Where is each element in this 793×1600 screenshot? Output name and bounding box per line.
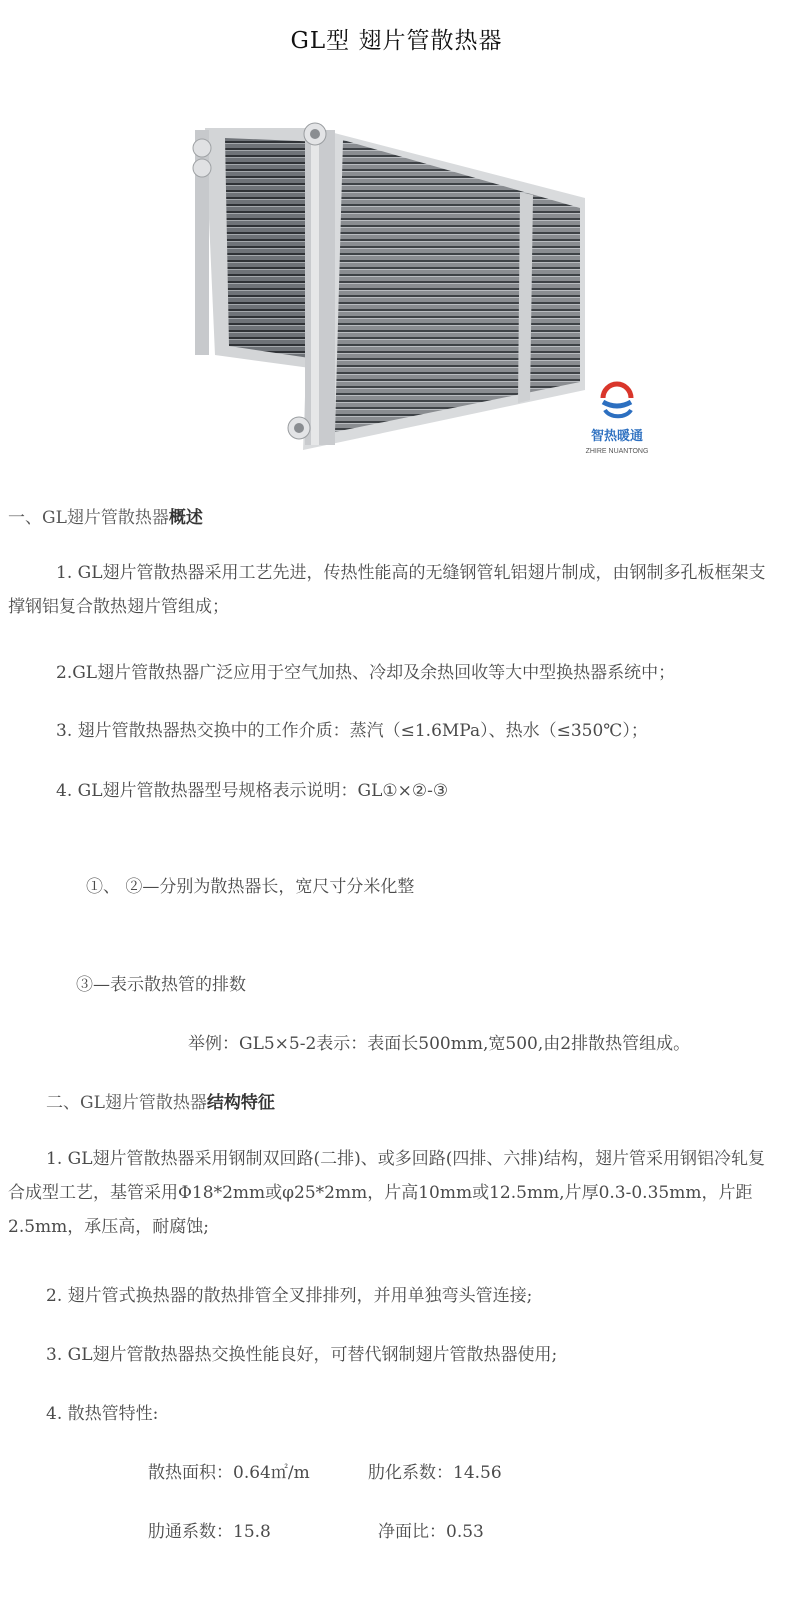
section-1-para-3: 3. 翅片管散热器热交换中的工作介质：蒸汽（≤1.6MPa）、热水（≤350℃）； [56,721,648,741]
product-photo [185,120,665,470]
section-2-para-3: 3. GL翅片管散热器热交换性能良好，可替代钢制翅片管散热器使用; [46,1345,558,1365]
page-title: GL型 翅片管散热器 [290,28,503,54]
section-2-heading [46,1093,275,1113]
section-1-heading [8,508,203,528]
section-1-para-1: 1. GL翅片管散热器采用工艺先进，传热性能高的无缝钢管轧铝翅片制成，由钢制多孔板框架支撑钢铝复合散热翅片管组成； [8,563,766,617]
brand-logo [586,384,649,455]
section-1-heading-prefix: 一、GL翅片管散热器 [8,508,169,528]
section-1-note-1: ①、 ②—分别为散热器长，宽尺寸分米化整 [86,877,415,897]
section-2-para-4: 4. 散热管特性: [46,1404,159,1424]
spec-fin-ratio: 肋化系数：14.56 [368,1463,502,1483]
spec-net-area-ratio: 净面比：0.53 [378,1522,484,1542]
section-2-para-2: 2. 翅片管式换热器的散热排管全叉排排列，并用单独弯头管连接; [46,1286,533,1306]
section-1-note-2: ③—表示散热管的排数 [76,975,246,995]
logo-text-cn: 智热暖通 [590,428,644,443]
logo-text-en: ZHIRE NUANTONG [585,448,649,455]
spec-fin-pass-ratio: 肋通系数：15.8 [148,1522,271,1542]
section-2-para-1: 1. GL翅片管散热器采用钢制双回路(二排)、或多回路(四排、六排)结构，翅片管采用钢铝冷轧复合成型工艺，基管采用Φ18*2mm或φ25*2mm，片高10mm或12.5mm,片厚0.3-0.35mm，片距2.5mm，承压高，耐腐蚀; [8,1149,766,1237]
section-2-heading-bold: 结构特征 [206,1093,275,1113]
section-1-para-2: 2.GL翅片管散热器广泛应用于空气加热、冷却及余热回收等大中型换热器系统中； [56,663,676,683]
section-1-heading-bold: 概述 [168,508,203,528]
spec-heat-area: 散热面积：0.64㎡/m [148,1463,310,1483]
section-1-example: 举例：GL5×5-2表示：表面长500mm,宽500,由2排散热管组成。 [188,1034,691,1054]
section-2-heading-prefix: 二、GL翅片管散热器 [46,1093,207,1113]
section-1-para-4: 4. GL翅片管散热器型号规格表示说明：GL①×②-③ [56,781,449,801]
